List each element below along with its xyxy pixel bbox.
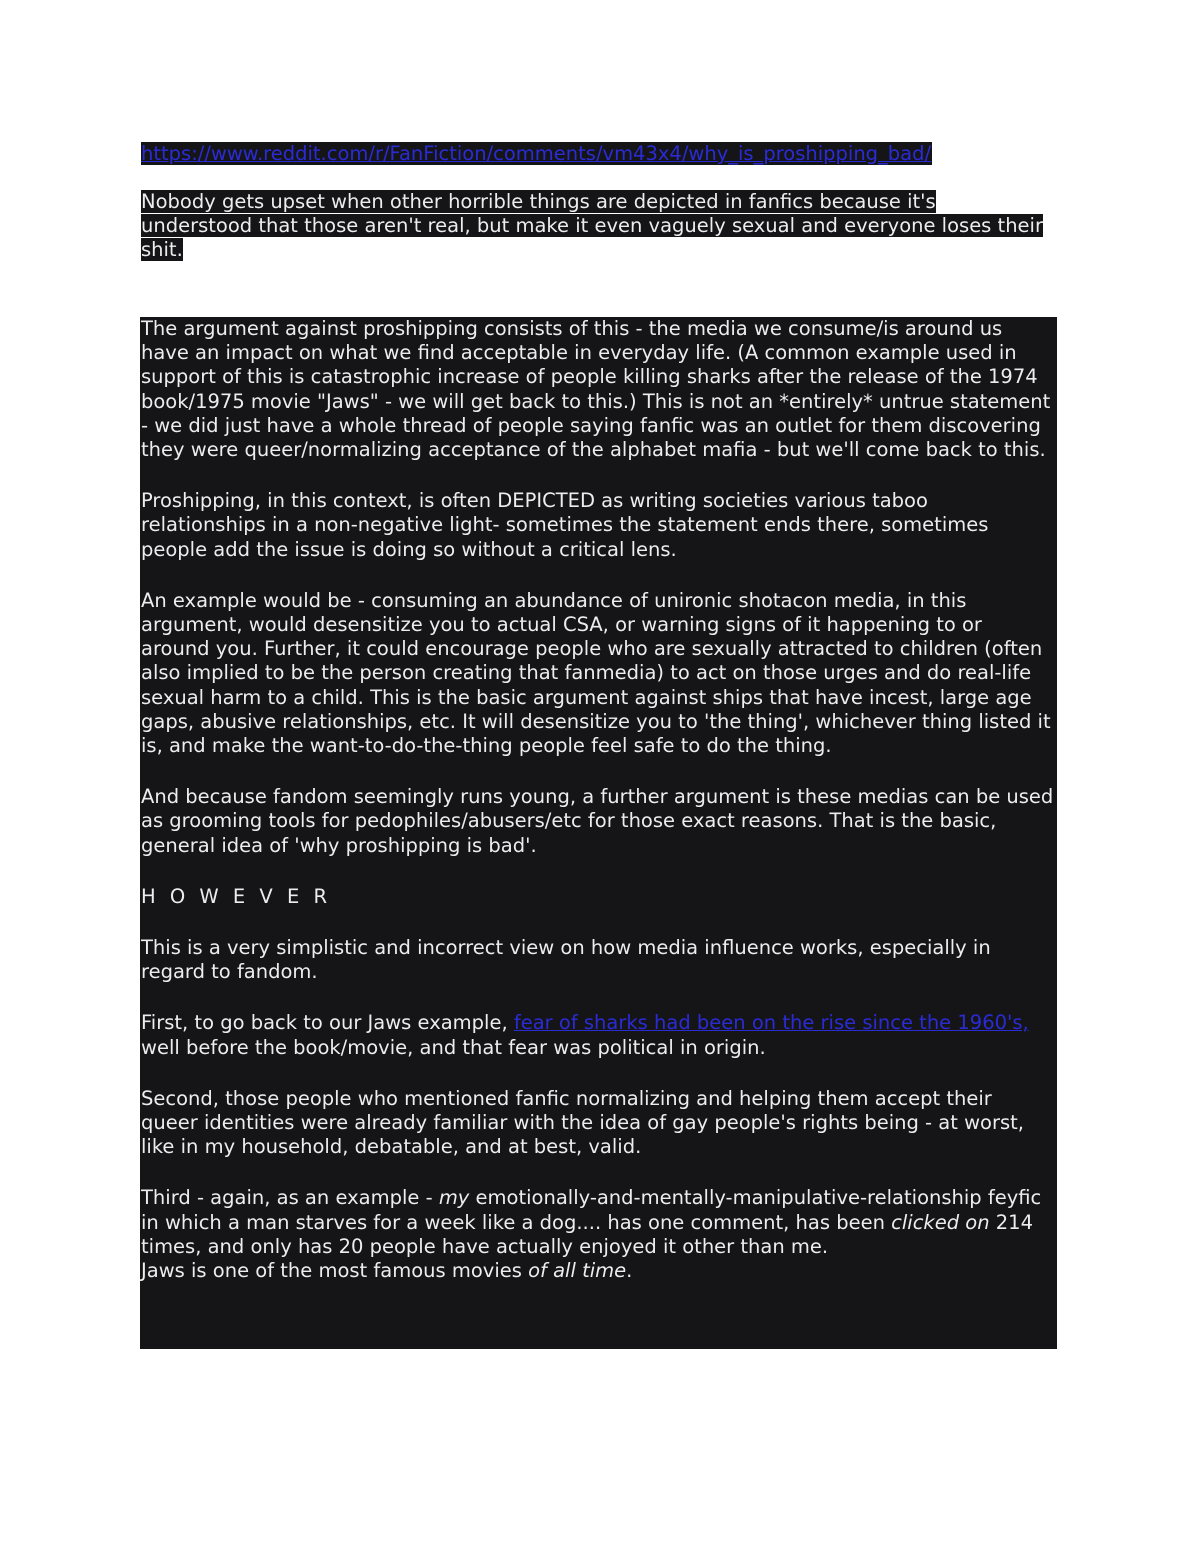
paragraph-proshipping-definition: Proshipping, in this context, is often DEPICTED as writing societies various taboo relationships in a non-negative light- sometimes the statement ends there, sometimes people add the issue is doing so without a critical lens. [141,489,989,561]
paragraph-simplistic-view: This is a very simplistic and incorrect view on how media influence works, especially in regard to fandom. [141,936,991,984]
jaws-text-before: First, to go back to our Jaws example, [141,1011,514,1035]
quote-block [141,190,1051,262]
third-text-a: Third - again, as an example - [141,1186,439,1210]
quote-text: Nobody gets upset when other horrible things are depicted in fanfics because it's understood that those aren't real, but make it even vaguely sexual and everyone loses their shit. [141,190,1043,261]
third-text-my: my [438,1186,470,1210]
reddit-source-link[interactable]: https://www.reddit.com/r/FanFiction/comments/vm43x4/why_is_proshipping_bad/ [141,142,932,165]
third-text-e: 214 times, and only has 20 people have actually enjoyed it other than me. [141,1210,1033,1258]
famous-text-c: . [626,1259,633,1283]
paragraph-jaws-famous [141,1259,1054,1283]
shark-fear-link[interactable]: fear of sharks had been on the rise since the 1960's, [513,1011,1029,1035]
paragraph-example: An example would be - consuming an abundance of unironic shotacon media, in this argument, would desensitize you to actual CSA, or warning signs of it happening to or around you. Further, it could encourage people who are sexually attracted to children (often also implied to be the person creating that fanmedia) to act on those urges and do real-life sexual harm to a child. This is the basic argument against ships that have incest, large age gaps, abusive relationships, etc. It will desensitize you to 'the thing', whichever thing listed it is, and make the want-to-do-the-thing people feel safe to do the thing. [141,588,1051,758]
paragraph-grooming-argument: And because fandom seemingly runs young, a further argument is these medias can be used as grooming tools for pedophiles/abusers/etc for those exact reasons. That is the basic, general idea of 'why proshipping is bad'. [141,785,1054,857]
body-text-block [140,317,1057,1349]
paragraph-jaws-example [141,1011,1054,1059]
third-text-clicked: clicked on [891,1210,990,1234]
famous-text-italic: of all time [528,1259,627,1283]
famous-text-a: Jaws is one of the most famous movies [141,1259,529,1283]
paragraph-argument: The argument against proshipping consists of this - the media we consume/is around us have an impact on what we find acceptable in everyday life. (A common example used in support of this is catastrophic increase of people killing sharks after the release of the 1974 book/1975 movie "Jaws" - we will get back to this.) This is not an *entirely* untrue statement - we did just have a whole thread of people saying fanfic was an outlet for them discovering they were queer/normalizing acceptance of the alphabet mafia - but we'll come back to this. [141,317,1051,462]
jaws-text-after: well before the book/movie, and that fear was political in origin. [141,1035,766,1059]
paragraph-however: H O W E V E R [141,884,332,908]
third-text-c: emotionally-and-mentally-manipulative-relationship feyfic in which a man starves for a week like a dog.... has one comment, has been [141,1186,1042,1234]
paragraph-second-point: Second, those people who mentioned fanfic normalizing and helping them accept their queer identities were already familiar with the idea of gay people's rights being - at worst, like in my household, debatable, and at best, valid. [141,1086,1024,1159]
paragraph-third-point [141,1186,1054,1259]
source-link-line [141,142,1061,166]
